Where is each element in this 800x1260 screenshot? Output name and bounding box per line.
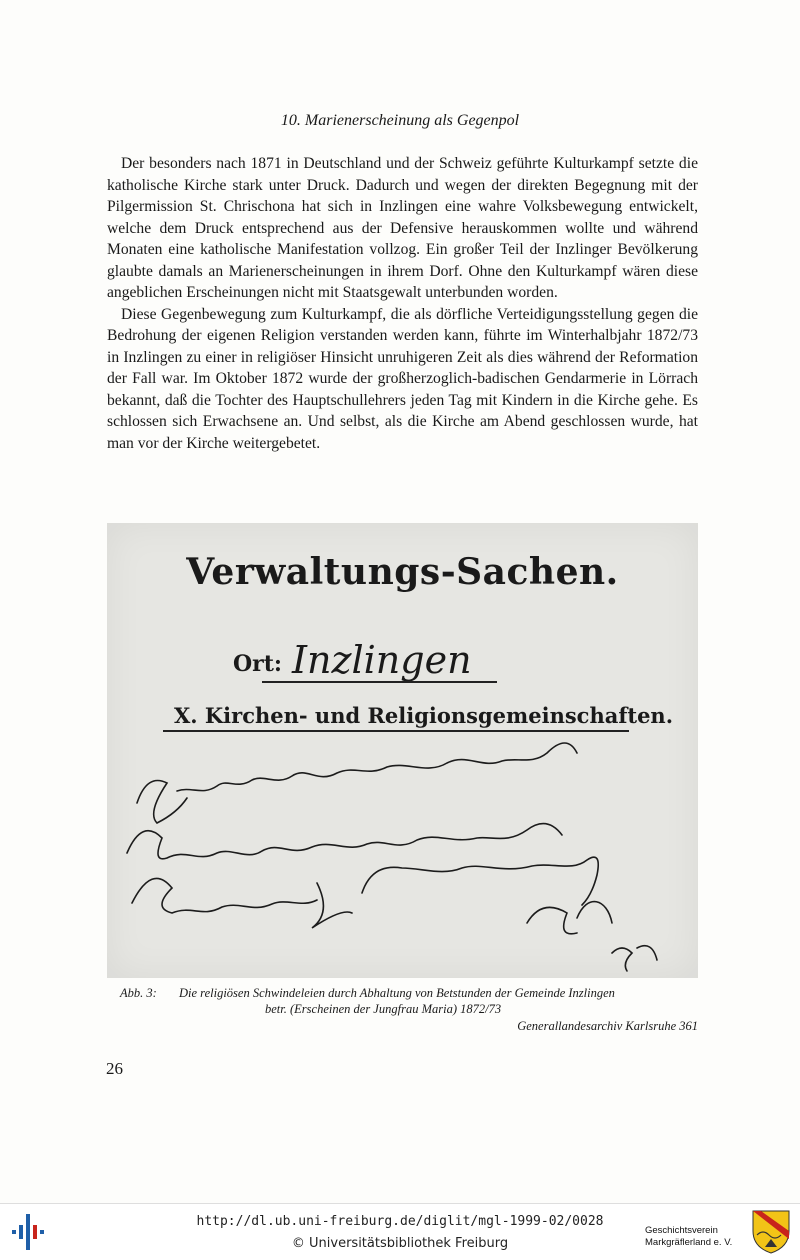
figure-section-heading: X. Kirchen- und Religionsgemeinschaften. <box>174 703 674 728</box>
footer-url-link[interactable]: http://dl.ub.uni-freiburg.de/diglit/mgl-1999-02/0028 <box>196 1214 604 1229</box>
caption-label: Abb. 3: <box>120 986 157 1000</box>
org-line-1: Geschichtsverein <box>645 1225 718 1236</box>
paragraph-1: Der besonders nach 1871 in Deutschland und der Schweiz geführte Kulturkampf setzte die katholische Kirche stark unter Druck. Dadurch und wegen der direkten Begegnung mit der Pilgermission St. Chrischona hat sich in Inzlingen eine wahre Volksbewegung entwickelt, welche dem Druck entsprechend aus der Defensive herauskommen wollte und während Monaten eine katholische Manifestation vollzog. Ein großer Teil der Inzlinger Bevölkerung glaubte damals an Marienerscheinungen in ihrem Dorf. Ohne den Kulturkampf wären diese angeblichen Erscheinungen nicht mit Staatsgewalt unterbunden worden. <box>107 155 698 301</box>
page-number: 26 <box>106 1059 123 1078</box>
footer-copyright: © Universitätsbibliothek Freiburg <box>291 1236 509 1251</box>
footer-bar <box>0 1203 800 1260</box>
handwriting-scribble-image <box>107 523 698 978</box>
figure-ort-value: Inzlingen <box>292 638 472 682</box>
figure-title: Verwaltungs-Sachen. <box>186 551 619 593</box>
footer-organization <box>645 1225 732 1249</box>
figure-caption <box>120 985 698 1034</box>
paragraph-2: Diese Gegenbewegung zum Kulturkampf, die als dörfliche Verteidigungsstellung gegen die Bedrohung der eigenen Religion verstanden werden kann, führte im Winterhalbjahr 1872/73 in Inzlingen zu einer in religiöser Hinsicht unruhigeren Zeit als dies während der Reformation der Fall war. Im Oktober 1872 wurde der großherzoglich-badischen Gendarmerie in Lörrach bekannt, daß die Tochter des Hauptschullehrers jeden Tag mit Kindern in die Kirche gehe. Es schlossen sich Erwachsene an. Und selbst, als die Kirche am Abend geschlossen wurde, hat man vor der Kirche weitergebetet. <box>107 305 698 452</box>
coat-of-arms-icon <box>751 1209 791 1255</box>
archival-document-image <box>107 523 698 978</box>
body-text <box>107 153 698 454</box>
figure-ort-label: Ort: <box>233 651 283 677</box>
caption-line-1: Die religiösen Schwindeleien durch Abhaltung von Betstunden der Gemeinde Inzlingen <box>179 986 615 1000</box>
org-line-2: Markgräflerland e. V. <box>645 1237 733 1248</box>
caption-source: Generallandesarchiv Karlsruhe 361 <box>517 1019 698 1033</box>
chapter-heading: 10. Marienerscheinung als Gegenpol <box>280 112 520 129</box>
caption-line-2: betr. (Erscheinen der Jungfrau Maria) 1872/73 <box>265 1002 502 1016</box>
